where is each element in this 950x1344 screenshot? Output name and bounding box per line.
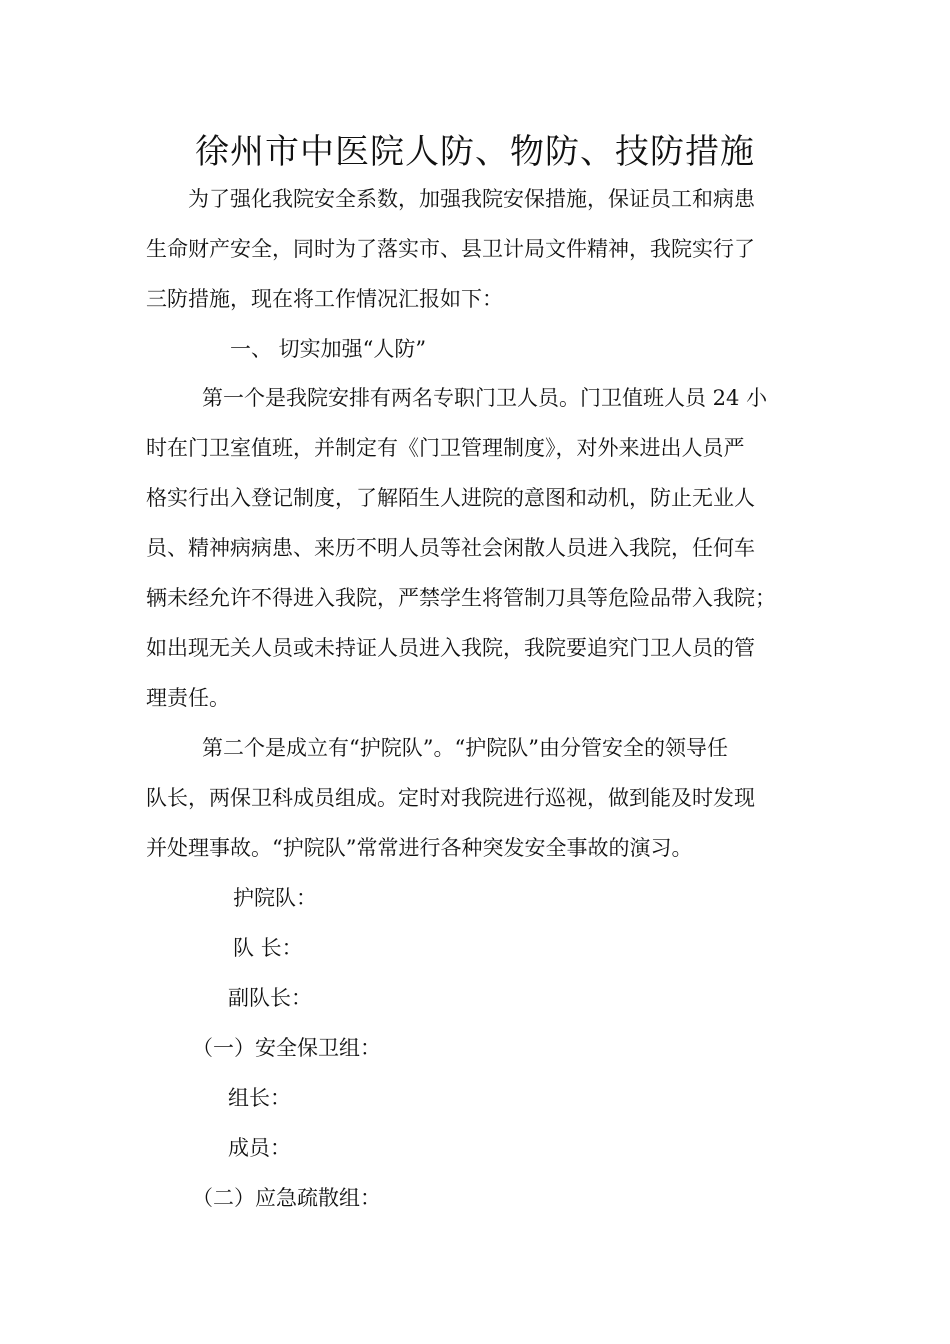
paragraph-line: 格实行出入登记制度，了解陌生人进院的意图和动机，防止无业人 (146, 486, 755, 510)
group-leader-label: 组长： (228, 1086, 291, 1110)
document-title: 徐州市中医院人防、物防、技防措施 (195, 132, 755, 172)
group-members-label: 成员： (228, 1136, 291, 1160)
section-heading: 一、 切实加强“人防” (230, 337, 427, 361)
paragraph-line: 理责任。 (146, 686, 230, 710)
paragraph-line: 并处理事故。“护院队”常常进行各种突发安全事故的演习。 (146, 836, 693, 860)
paragraph-line: 为了强化我院安全系数，加强我院安保措施，保证员工和病患 (188, 187, 755, 211)
paragraph-line: 第二个是成立有“护院队”。“护院队”由分管安全的领导任 (202, 736, 728, 760)
team-leader-label: 队 长： (233, 936, 303, 960)
paragraph-line: 生命财产安全，同时为了落实市、县卫计局文件精神，我院实行了 (146, 237, 755, 261)
group-heading: （二）应急疏散组： (192, 1186, 381, 1210)
paragraph-line: 三防措施，现在将工作情况汇报如下： (146, 287, 503, 311)
group-heading: （一）安全保卫组： (192, 1036, 381, 1060)
paragraph-line: 如出现无关人员或未持证人员进入我院，我院要追究门卫人员的管 (146, 636, 755, 660)
paragraph-line: 时在门卫室值班，并制定有《门卫管理制度》，对外来进出人员严 (146, 436, 745, 460)
team-label: 护院队： (233, 886, 317, 910)
paragraph-line: 辆未经允许不得进入我院，严禁学生将管制刀具等危险品带入我院； (146, 586, 776, 610)
paragraph-line: 员、精神病病患、来历不明人员等社会闲散人员进入我院，任何车 (146, 536, 755, 560)
paragraph-line: 第一个是我院安排有两名专职门卫人员。门卫值班人员 24 小 (202, 386, 768, 410)
paragraph-line: 队长，两保卫科成员组成。定时对我院进行巡视，做到能及时发现 (146, 786, 755, 810)
deputy-leader-label: 副队长： (228, 986, 312, 1010)
